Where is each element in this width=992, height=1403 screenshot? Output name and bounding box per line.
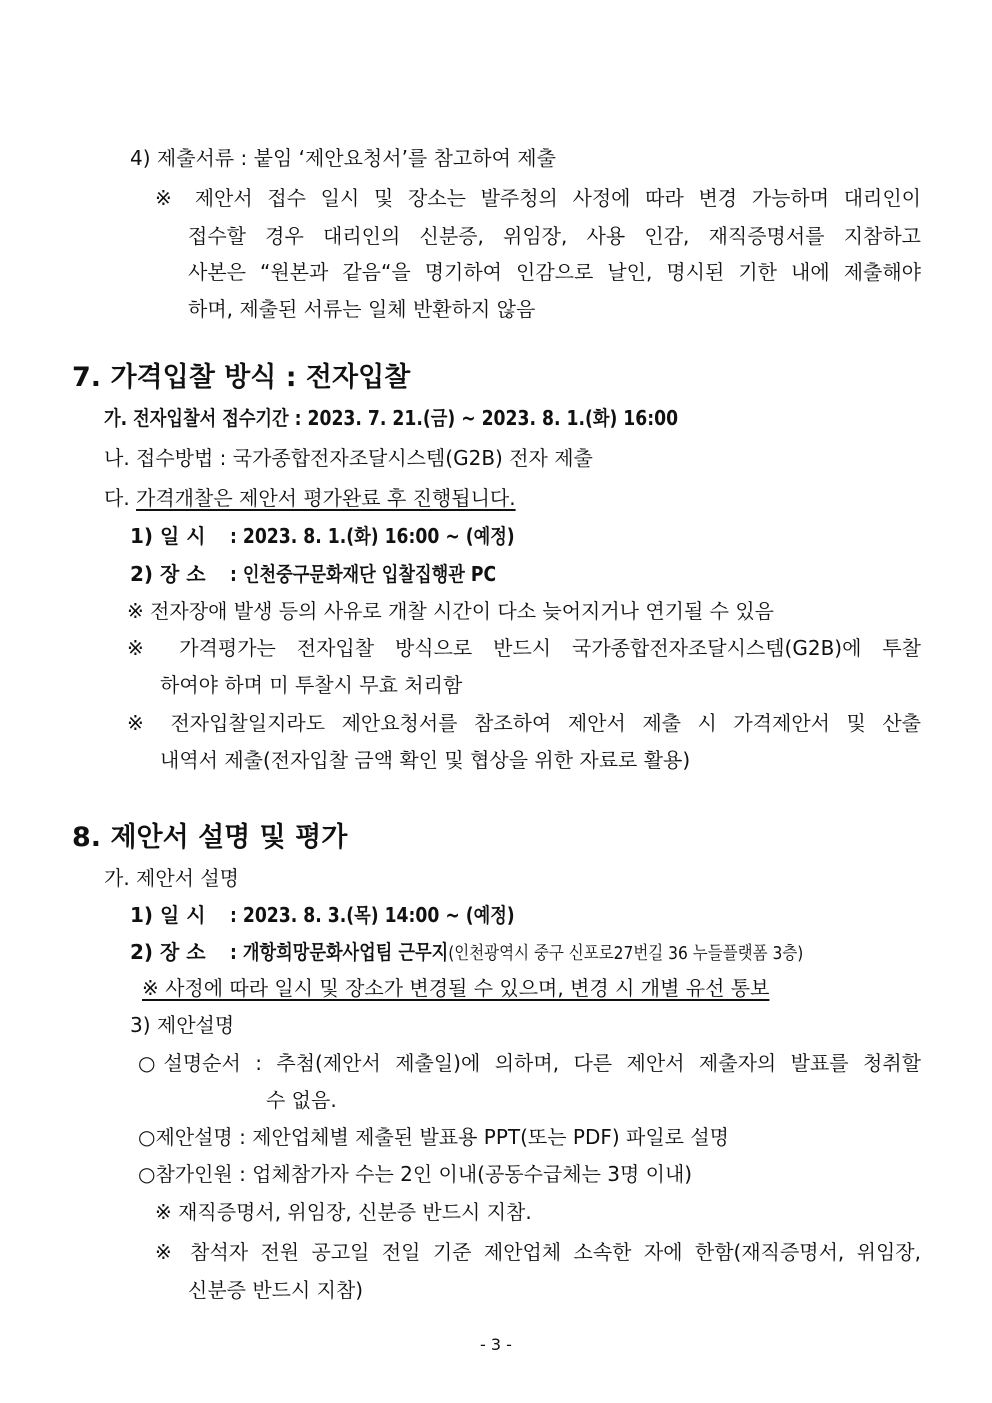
s6-note-line-4: 하며, 제출된 서류는 일체 반환하지 않음 [188, 297, 536, 321]
s6-note-line-1: ※ 제안서 접수 일시 및 장소는 발주청의 사정에 따라 변경 가능하며 대리인이 [155, 186, 921, 210]
s8-change-notice: ※ 사정에 따라 일시 및 장소가 변경될 수 있으며, 변경 시 개별 유선 통보 [142, 976, 770, 1000]
s7-note-3: ※ 전자입찰일지라도 제안요청서를 참조하여 제안서 제출 시 가격제안서 및 산출 [127, 711, 921, 735]
s6-item4: 4) 제출서류 : 붙임 ‘제안요청서’를 참고하여 제출 [130, 146, 556, 170]
s7-item2 [130, 562, 539, 586]
s8-item1-value: : 2023. 8. 3.(목) 14:00 ~ (예정) [230, 903, 515, 927]
s7-da-text: 가격개찰은 제안서 평가완료 후 진행됩니다. [136, 486, 516, 510]
s8-item2-value: : 개항희망문화사업팀 근무지 [230, 940, 449, 964]
s7-da [104, 486, 516, 510]
section-7-heading: 7. 가격입찰 방식 : 전자입찰 [72, 362, 411, 393]
s8-bullet-attendees: ○참가인원 : 업체참가자 수는 2인 이내(공동수급체는 3명 이내) [138, 1162, 693, 1186]
section-8-heading: 8. 제안서 설명 및 평가 [72, 822, 348, 853]
s7-item1-value: : 2023. 8. 1.(화) 16:00 ~ (예정) [230, 524, 515, 548]
s8-item3: 3) 제안설명 [130, 1013, 235, 1037]
s7-item2-value: : 인천중구문화재단 입찰집행관 PC [230, 562, 497, 586]
page-number: - 3 - [480, 1335, 512, 1354]
s8-note-2-cont: 신분증 반드시 지참) [188, 1278, 364, 1302]
s8-note-1: ※ 재직증명서, 위임장, 신분증 반드시 지참. [155, 1200, 532, 1224]
s8-bullet-order-cont: 수 없음. [266, 1088, 337, 1112]
s6-note-line-2: 접수할 경우 대리인의 신분증, 위임장, 사용 인감, 재직증명서를 지참하고 [188, 224, 921, 248]
s7-note-1: ※ 전자장애 발생 등의 사유로 개찰 시간이 다소 늦어지거나 연기될 수 있음 [127, 599, 774, 623]
s7-item2-label: 2) 장 소 [130, 562, 206, 586]
s8-item2 [130, 940, 897, 966]
s7-item1-label: 1) 일 시 [130, 524, 206, 548]
s7-item1 [130, 524, 561, 548]
s7-da-prefix: 다. [104, 486, 130, 510]
s8-ga: 가. 제안서 설명 [104, 866, 239, 890]
s8-item2-label: 2) 장 소 [130, 940, 206, 964]
s7-ga [104, 406, 772, 430]
s7-note-2-cont: 하여야 하며 미 투찰시 무효 처리함 [160, 673, 463, 697]
s8-item2-address: (인천광역시 중구 신포로27번길 36 누들플랫폼 3층) [448, 943, 804, 964]
s7-ga-text: 가. 전자입찰서 접수기간 : 2023. 7. 21.(금) ~ 2023. 8. 1.(화) 16:00 [104, 406, 679, 430]
s6-note-line-3: 사본은 “원본과 같음“을 명기하여 인감으로 날인, 명시된 기한 내에 제출해야 [188, 260, 921, 284]
s7-note-2: ※ 가격평가는 전자입찰 방식으로 반드시 국가종합전자조달시스템(G2B)에 투찰 [127, 636, 921, 660]
s7-na: 나. 접수방법 : 국가종합전자조달시스템(G2B) 전자 제출 [104, 446, 593, 470]
s8-bullet-order: ○설명순서 : 추첨(제안서 제출일)에 의하며, 다른 제안서 제출자의 발표를 청취할 [138, 1051, 921, 1075]
s8-note-2: ※ 참석자 전원 공고일 전일 기준 제안업체 소속한 자에 한함(재직증명서, 위임장, [155, 1240, 921, 1264]
s7-note-3-cont: 내역서 제출(전자입찰 금액 확인 및 협상을 위한 자료로 활용) [160, 748, 691, 772]
s8-item1-label: 1) 일 시 [130, 903, 206, 927]
s8-bullet-presentation: ○제안설명 : 제안업체별 제출된 발표용 PPT(또는 PDF) 파일로 설명 [138, 1125, 729, 1149]
s8-item1 [130, 903, 561, 927]
